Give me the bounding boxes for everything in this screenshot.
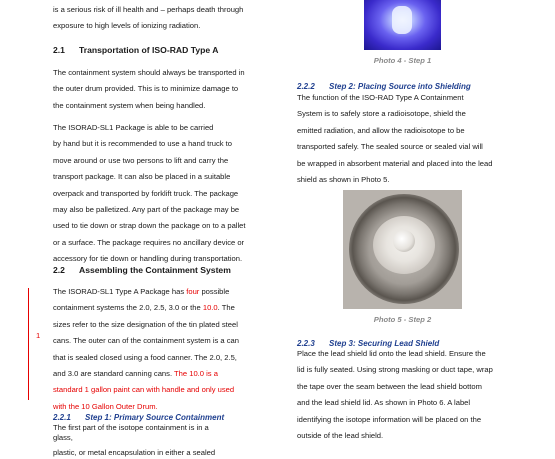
text-line: transport package. It can also be placed in a suitable: [53, 172, 231, 182]
paragraph-transport-drum: [53, 65, 265, 114]
text-line: and the lead shield lid. As shown in Photo 6. A label: [297, 398, 471, 408]
paragraph-placing-source: [297, 90, 507, 188]
revision-text: four: [186, 287, 200, 296]
section-title: Step 2: Placing Source into Shielding: [329, 82, 471, 91]
text-line: sizes refer to the size designation of the tin plated steel: [53, 319, 238, 329]
photo-5-image: [343, 190, 462, 309]
photo-4-image: [364, 0, 441, 50]
section-title: Step 3: Securing Lead Shield: [329, 339, 440, 348]
text-line: used to tie down or strap down the package on to a pallet: [53, 221, 246, 231]
text-line: the outer drum provided. This is to minimize damage to: [53, 84, 239, 94]
text-line: plastic, or metal encapsulation in either a sealed: [53, 448, 216, 457]
text-line: Place the lead shield lid onto the lead shield. Ensure the: [297, 349, 486, 358]
section-number: 2.2.3: [297, 339, 315, 348]
text-line: The ISORAD-SL1 Package is able to be carried: [53, 123, 214, 132]
text-line: transported safely. The sealed source or sealed vial will: [297, 142, 483, 152]
photo-5-caption: Photo 5 - Step 2: [373, 315, 432, 324]
text-line: and 3.0 are standard canning cans. The 10.0 is a: [53, 369, 218, 379]
section-number: 2.2.2: [297, 82, 315, 91]
section-heading-2-1: [53, 44, 218, 56]
photo-highlight: [392, 6, 412, 34]
text-line: that is sealed closed using a food canner. The 2.0, 2.5,: [53, 352, 237, 362]
section-number: 2.1: [53, 45, 65, 55]
text-line: The function of the ISO-RAD Type A Containment: [297, 93, 464, 102]
text-line: System is to safely store a radioisotope, shield the: [297, 109, 466, 119]
text-line: accessory for tie down or handling during transportation.: [53, 254, 243, 264]
text-line: the containment system when being handled.: [53, 100, 206, 110]
paragraph-assembling: [53, 284, 265, 415]
section-title: Assembling the Containment System: [79, 265, 231, 275]
text-line: identifying the isotope information will be placed on the: [297, 414, 482, 424]
revision-text-line: standard 1 gallon paint can with handle and only used: [53, 385, 235, 395]
text-line: The ISORAD-SL1 Type A Package has four possible: [53, 287, 230, 296]
paragraph-primary-containment: [53, 423, 265, 458]
section-number: 2.2.1: [53, 413, 71, 422]
photo-4-caption: Photo 4 - Step 1: [373, 56, 432, 65]
revision-change-bar: [28, 288, 29, 400]
paragraph-transport-package: [53, 120, 265, 268]
section-heading-2-2-1: [53, 413, 224, 423]
text-line: be wrapped in absorbent material and placed into the lead: [297, 158, 493, 168]
revision-text: 10.0: [202, 303, 218, 313]
text-line: or a surface. The package requires no ancillary device or: [53, 237, 245, 247]
text-line: outside of the lead shield.: [297, 431, 384, 441]
text-line: cans. The outer can of the containment system is a can: [53, 336, 240, 346]
text-line: The first part of the isotope containment is in a: [53, 423, 209, 432]
text-line: the tape over the seam between the lead shield bottom: [297, 381, 482, 391]
revision-text-line: with the 10 Gallon Outer Drum.: [53, 401, 158, 411]
revision-text: The 10.0 is a: [174, 369, 218, 379]
text-line: may also be palletized. Any part of the package may be: [53, 205, 240, 215]
text-line: is a serious risk of ill health and – perhaps death through: [53, 5, 244, 14]
text-line: emitted radiation, and allow the radioisotope to be: [297, 125, 465, 135]
section-title: Step 1: Primary Source Containment: [85, 413, 225, 422]
section-number: 2.2: [53, 265, 65, 275]
text-line: shield as shown in Photo 5.: [297, 175, 390, 185]
text-line: glass,: [53, 433, 73, 442]
text-line: exposure to high levels of ionizing radiation.: [53, 21, 201, 31]
text-line: lid is fully seated. Using strong masking or duct tape, wrap: [297, 365, 493, 375]
intro-paragraph: [53, 2, 265, 35]
text-line: by hand but it is recommended to use a hand truck to: [53, 139, 232, 149]
text-line: The containment system should always be transported in: [53, 68, 245, 77]
text-line: move around or use two persons to lift and carry the: [53, 155, 229, 165]
revision-number: 1: [36, 331, 41, 340]
text-line: overpack and transported by forklift truck. The package: [53, 188, 239, 198]
sealed-vial: [393, 230, 415, 252]
text-line: containment systems the 2.0, 2.5, 3.0 or the 10.0. The: [53, 303, 235, 313]
section-heading-2-2: [53, 264, 231, 276]
paragraph-securing-shield: [297, 346, 507, 444]
section-title: Transportation of ISO-RAD Type A: [79, 45, 219, 55]
